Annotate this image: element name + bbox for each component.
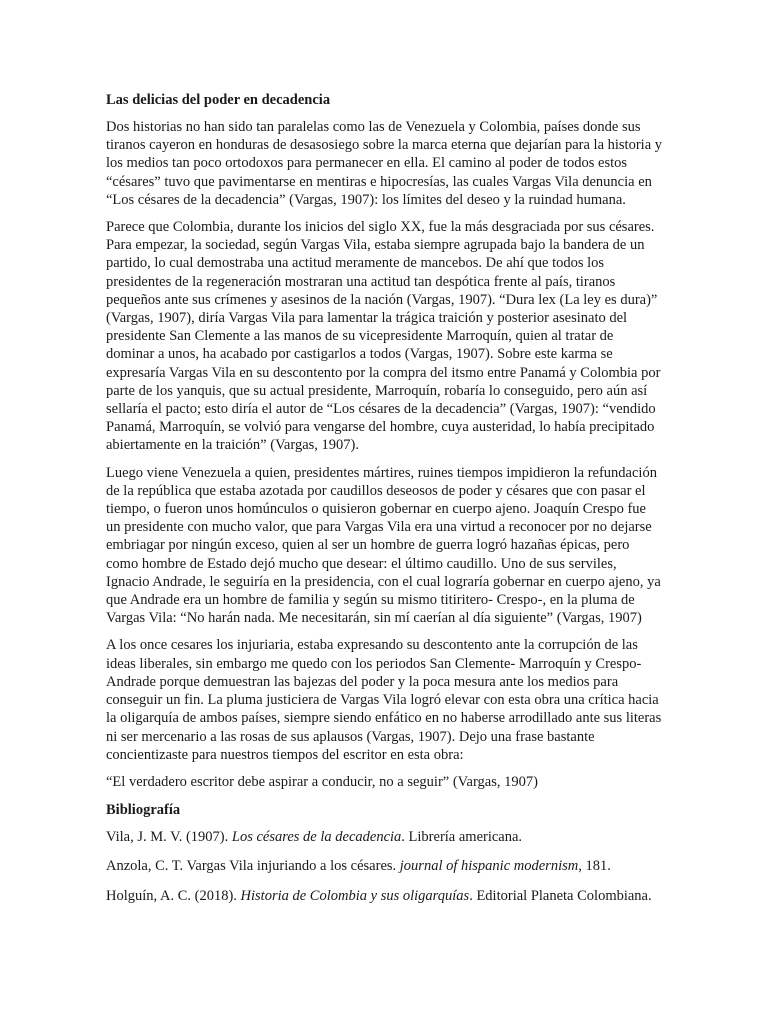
- ref-text: . Librería americana.: [401, 829, 523, 846]
- ref-title: Los césares de la decadencia: [231, 829, 402, 846]
- document-page: [106, 90, 662, 916]
- paragraph-conclusion: A los once cesares los injuriaria, estaba expresando su descontento ante la corrupción de las ideas liberales, sin embargo me quedo con los periodos San Clemente- Marroquín y Crespo- Andrade porque demuestran las bajezas del poder y la poca mesura ante los medios para conseguir un fin. La pluma justiciera de Vargas Vila logró elevar con esta obra una crítica hacia la oligarquía de ambos países, siempre siendo enfático en no haberse arrodillado ante sus literas ni ser mercenario a las rosas de sus aplausos (Vargas, 1907). Dejo una frase bastante concientizaste para nuestros tiempos del escritor en esta obra:: [106, 637, 662, 763]
- ref-text: , 181.: [578, 858, 611, 875]
- ref-title: journal of hispanic modernism: [399, 858, 579, 875]
- ref-text: . Editorial Planeta Colombiana.: [469, 887, 652, 904]
- ref-title: Historia de Colombia y sus oligarquías: [240, 887, 470, 904]
- bibliography-entry: [106, 887, 662, 905]
- ref-text: Anzola, C. T. Vargas Vila injuriando a los césares.: [106, 858, 400, 875]
- paragraph-quote: “El verdadero escritor debe aspirar a conducir, no a seguir” (Vargas, 1907): [106, 773, 538, 790]
- paragraph-venezuela: Luego viene Venezuela a quien, presidentes mártires, ruines tiempos impidieron la refundación de la república que estaba azotada por caudillos deseosos de poder y césares que con pasar el tiempo, o fueron unos homúnculos o quisieron gobernar en cuerpo ajeno. Joaquín Crespo fue un presidente con mucho valor, que para Vargas Vila era una virtud a reconocer por no dejarse embriagar por ningún exceso, quien al ser un hombre de guerra logró hazañas épicas, pero como hombre de Estado dejó mucho que desear: el último caudillo. Uno de sus serviles, Ignacio Andrade, le seguiría en la presidencia, con el cual lograría gobernar en cuerpo ajeno, ya que Andrade era un hombre de familia y según su mismo titiritero- Crespo-, en la pluma de Vargas Vila: “No harán nada. Me necesitarán, sin mí caerían al día siguiente” (Vargas, 1907): [106, 464, 661, 627]
- bibliography-entry: [106, 857, 662, 875]
- ref-text: Holguín, A. C. (2018).: [106, 887, 241, 904]
- bibliography-heading: Bibliografía: [106, 802, 181, 819]
- paragraph-colombia: Parece que Colombia, durante los inicios del siglo XX, fue la más desgraciada por sus césares. Para empezar, la sociedad, según Vargas Vila, estaba siempre agrupada bajo la bandera de un partido, lo cual demostraba una actitud meramente de mancebos. De ahí que todos los presidentes de la regeneración mostraran una actitud tan despótica frente al país, tiranos pequeños ante sus crímenes y asesinos de la nación (Vargas, 1907). “Dura lex (La ley es dura)” (Vargas, 1907), diría Vargas Vila para lamentar la trágica traición y posterior asesinato del presidente San Clemente a las manos de su vicepresidente Marroquín, quien al tratar de dominar a unos, ha acabado por castigarlos a todos (Vargas, 1907). Sobre este karma se expresaría Vargas Vila en su descontento por la compra del itsmo entre Panamá y Colombia por parte de los yanquis, que su actual presidente, Marroquín, robaría lo conseguido, pero aún así sellaría el pacto; esto diría el autor de “Los césares de la decadencia” (Vargas, 1907): “vendido Panamá, Marroquín, se volvió para vengarse del hombre, cuya austeridad, lo había precipitado abiertamente en la traición” (Vargas, 1907).: [106, 219, 661, 454]
- bibliography-entry: [106, 828, 662, 846]
- ref-text: Vila, J. M. V. (1907).: [106, 829, 232, 846]
- document-title: Las delicias del poder en decadencia: [106, 92, 331, 108]
- paragraph-intro: Dos historias no han sido tan paralelas como las de Venezuela y Colombia, países donde sus tiranos cayeron en honduras de desasosiego sobre la marca eterna que dejarían para la historia y los medios tan poco ortodoxos para permanecer en ella. El camino al poder de todos estos “césares” tuvo que pavimentarse en mentiras e hipocresías, las cuales Vargas Vila denuncia en “Los césares de la decadencia” (Vargas, 1907): los límites del deseo y la ruindad humana.: [106, 119, 663, 208]
